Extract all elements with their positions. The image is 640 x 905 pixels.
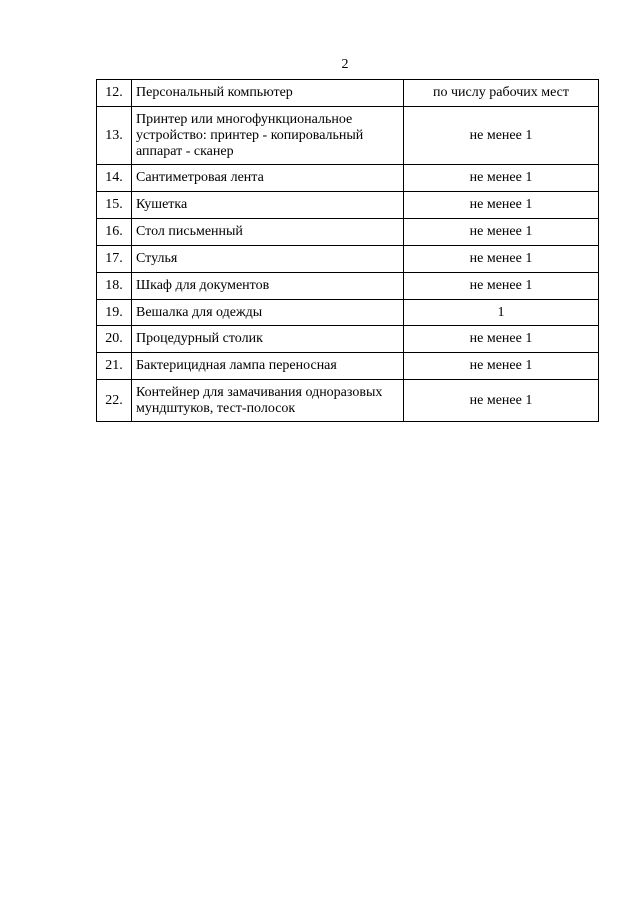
equipment-quantity: не менее 1 <box>404 273 599 300</box>
equipment-quantity: по числу рабочих мест <box>404 80 599 107</box>
equipment-name: Бактерицидная лампа переносная <box>132 353 404 380</box>
table-row <box>97 273 599 300</box>
row-number: 22. <box>97 380 132 422</box>
equipment-table <box>96 79 599 422</box>
equipment-name: Вешалка для одежды <box>132 300 404 326</box>
equipment-name: Сантиметровая лента <box>132 165 404 192</box>
row-number: 14. <box>97 165 132 192</box>
table-row <box>97 326 599 353</box>
equipment-name: Персональный компьютер <box>132 80 404 107</box>
row-number: 13. <box>97 107 132 165</box>
table-row <box>97 300 599 326</box>
equipment-quantity: не менее 1 <box>404 192 599 219</box>
row-number: 12. <box>97 80 132 107</box>
equipment-quantity: не менее 1 <box>404 380 599 422</box>
row-number: 20. <box>97 326 132 353</box>
equipment-name: Процедурный столик <box>132 326 404 353</box>
row-number: 21. <box>97 353 132 380</box>
equipment-name: Контейнер для замачивания одноразовых мундштуков, тест-полосок <box>132 380 404 422</box>
table-row <box>97 246 599 273</box>
row-number: 15. <box>97 192 132 219</box>
equipment-name: Принтер или многофункциональное устройство: принтер - копировальный аппарат - сканер <box>132 107 404 165</box>
table-row <box>97 353 599 380</box>
equipment-quantity: 1 <box>404 300 599 326</box>
table-row <box>97 219 599 246</box>
table-row <box>97 380 599 422</box>
equipment-quantity: не менее 1 <box>404 353 599 380</box>
row-number: 17. <box>97 246 132 273</box>
equipment-name: Шкаф для документов <box>132 273 404 300</box>
row-number: 16. <box>97 219 132 246</box>
table-row <box>97 192 599 219</box>
table-row <box>97 107 599 165</box>
equipment-quantity: не менее 1 <box>404 107 599 165</box>
equipment-quantity: не менее 1 <box>404 326 599 353</box>
table-row <box>97 165 599 192</box>
equipment-quantity: не менее 1 <box>404 165 599 192</box>
page-number: 2 <box>341 57 349 72</box>
equipment-name: Кушетка <box>132 192 404 219</box>
equipment-quantity: не менее 1 <box>404 246 599 273</box>
row-number: 19. <box>97 300 132 326</box>
equipment-name: Стол письменный <box>132 219 404 246</box>
equipment-quantity: не менее 1 <box>404 219 599 246</box>
equipment-name: Стулья <box>132 246 404 273</box>
table-row <box>97 80 599 107</box>
row-number: 18. <box>97 273 132 300</box>
